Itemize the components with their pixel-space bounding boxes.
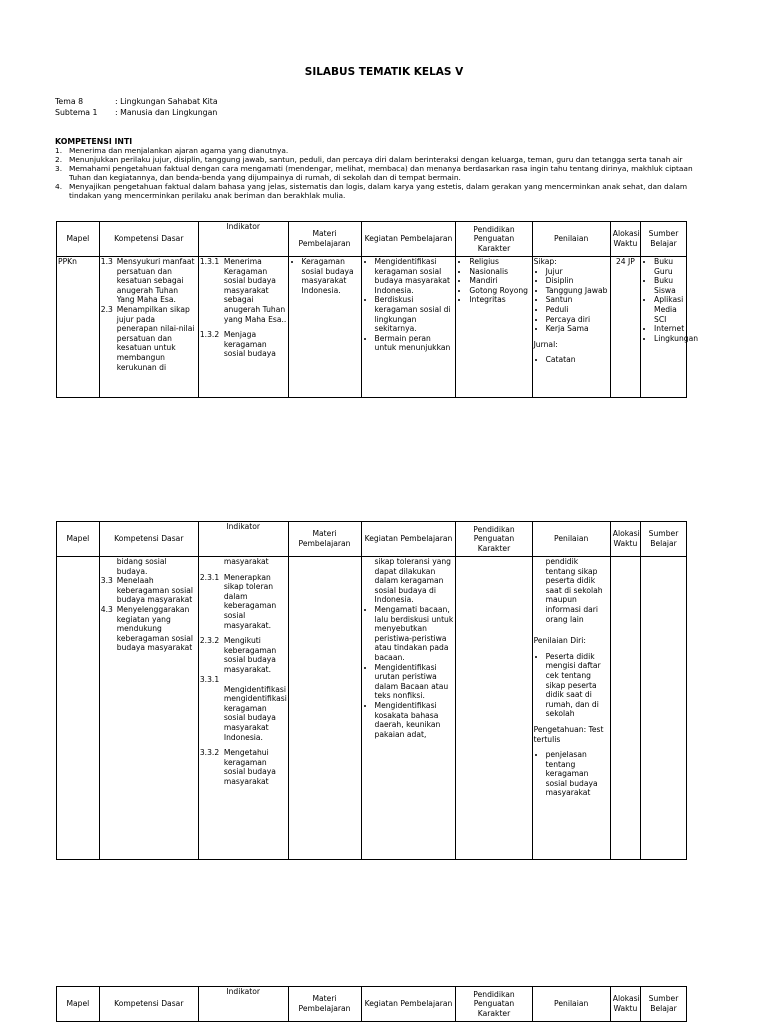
indikator-item bbox=[200, 330, 287, 359]
cell-kompetensi-dasar bbox=[99, 257, 198, 398]
kegiatan-item: • Mengidentifikasi kosakata bahasa daerah, keunikan pakaian adat, bbox=[375, 701, 455, 739]
item-text: Menunjukkan perilaku jujur, disiplin, tanggung jawab, santun, peduli, dan percaya diri dalam berinteraksi dengan keluarga, teman, guru dan tetangga serta tanah air bbox=[69, 155, 683, 164]
mapel-value: PPKn bbox=[58, 257, 77, 266]
col-alokasi: Alokasi Waktu bbox=[610, 222, 640, 257]
ppk-item: • Nasionalis bbox=[469, 267, 530, 277]
col-kegiatan: Kegiatan Pembelajaran bbox=[361, 987, 456, 1022]
col-alokasi: Alokasi Waktu bbox=[610, 987, 640, 1022]
col-ppk: Pendidikan Penguatan Karakter bbox=[456, 522, 532, 557]
col-mapel: Mapel bbox=[57, 987, 100, 1022]
cell-penilaian bbox=[532, 257, 610, 398]
col-indikator: Indikator bbox=[198, 522, 288, 557]
item-text: Memahami pengetahuan faktual dengan cara mengamati (mendengar, melihat, membaca) dan menanya berdasarkan rasa ingin tahu tentang dirinya, makhluk ciptaan Tuhan dan kegiatannya, dan benda-benda yang dijumpainya di rumah, di sekolah dan di tempat bermain. bbox=[69, 164, 693, 182]
col-kegiatan: Kegiatan Pembelajaran bbox=[361, 222, 456, 257]
ppk-item: • Religius bbox=[469, 257, 530, 267]
cell-sumber bbox=[641, 557, 687, 860]
col-sumber: Sumber Belajar bbox=[641, 522, 687, 557]
cell-materi bbox=[288, 257, 361, 398]
pengetahuan-label: Pengetahuan: Test tertulis bbox=[533, 724, 604, 744]
kd-text: Menyelenggarakan kegiatan yang mendukung keberagaman sosial budaya masyarakat bbox=[116, 604, 193, 653]
penilaian-jurnal-label: Jurnal: bbox=[533, 339, 558, 349]
kegiatan-item: • Berdiskusi keragaman sosial di lingkungan sekitarnya. bbox=[375, 295, 455, 333]
kompetensi-inti-heading: KOMPETENSI INTI bbox=[55, 137, 133, 146]
col-penilaian: Penilaian bbox=[532, 522, 610, 557]
sikap-item: • Santun bbox=[546, 295, 609, 305]
syllabus-table-3 bbox=[56, 986, 687, 1022]
kd-item bbox=[101, 305, 197, 372]
col-materi: Materi Pembelajaran bbox=[288, 222, 361, 257]
kd-item bbox=[101, 257, 197, 305]
kegiatan-item: • Mengamati bacaan, lalu berdiskusi untuk menyebutkan peristiwa-peristiwa atau tindakan pada bacaan. bbox=[375, 605, 455, 663]
indikator-number: 1.3.1 bbox=[199, 257, 220, 266]
cell-materi bbox=[288, 557, 361, 860]
table-header-row bbox=[57, 522, 687, 557]
kd-text: Menelaah keberagaman sosial budaya masyarakat bbox=[116, 576, 193, 605]
cell-alokasi bbox=[610, 557, 640, 860]
jurnal-item: • Catatan bbox=[546, 355, 609, 365]
sikap-item: • Kerja Sama bbox=[546, 324, 609, 334]
alokasi-value: 24 JP bbox=[615, 257, 635, 266]
col-penilaian: Penilaian bbox=[532, 222, 610, 257]
indikator-text: Menerima Keragaman sosial budaya masyarakat sebagai anugerah Tuhan yang Maha Esa.. bbox=[223, 257, 287, 324]
cell-kegiatan bbox=[361, 557, 456, 860]
col-indikator: Indikator bbox=[198, 222, 288, 257]
indikator-number: 1.3.2 bbox=[199, 330, 220, 340]
kd-number: 3.3 bbox=[100, 576, 113, 586]
indikator-item bbox=[200, 257, 287, 324]
sumber-item: • Internet bbox=[654, 324, 685, 334]
syllabus-table-2 bbox=[56, 521, 687, 860]
sikap-item: • Jujur bbox=[546, 267, 609, 277]
indikator-number: 2.3.1 bbox=[199, 572, 220, 582]
kompetensi-inti-item bbox=[55, 164, 695, 182]
item-number: 2. bbox=[55, 155, 63, 164]
col-materi: Materi Pembelajaran bbox=[288, 987, 361, 1022]
cell-ppk bbox=[456, 257, 532, 398]
kompetensi-inti-list bbox=[55, 146, 695, 200]
sikap-item: • Peduli bbox=[546, 305, 609, 315]
meta-tema-value: : Lingkungan Sahabat Kita bbox=[115, 97, 218, 106]
cell-ppk bbox=[456, 557, 532, 860]
indikator-item bbox=[200, 675, 287, 743]
col-kegiatan: Kegiatan Pembelajaran bbox=[361, 522, 456, 557]
cell-kompetensi-dasar bbox=[99, 557, 198, 860]
kegiatan-item: • Mengidentifikasi urutan peristiwa dalam Bacaan atau teks nonfiksi. bbox=[375, 663, 455, 701]
cell-indikator bbox=[198, 557, 288, 860]
cell-mapel bbox=[57, 257, 100, 398]
cell-sumber bbox=[641, 257, 699, 398]
col-kompetensi-dasar: Kompetensi Dasar bbox=[99, 522, 198, 557]
table-header-row bbox=[57, 222, 687, 257]
indikator-text: Mengetahui keragaman sosial budaya masyarakat bbox=[223, 748, 276, 786]
sikap-item: • Disiplin bbox=[546, 276, 609, 286]
cell-penilaian bbox=[532, 557, 610, 860]
meta-subtema-label: Subtema 1 bbox=[55, 108, 98, 117]
pengetahuan-item: • penjelasan tentang keragaman sosial budaya masyarakat bbox=[546, 750, 609, 798]
indikator-item bbox=[200, 636, 287, 674]
indikator-item bbox=[200, 573, 287, 631]
kd-number: 4.3 bbox=[100, 604, 113, 614]
indikator-number: 3.3.1 bbox=[199, 674, 220, 684]
sumber-item: • Lingkungan bbox=[654, 334, 685, 344]
indikator-text: Mengidentifikasi mengidentifikasi keragaman sosial budaya masyarakat Indonesia. bbox=[223, 684, 287, 742]
col-penilaian: Penilaian bbox=[532, 987, 610, 1022]
item-text: Menyajikan pengetahuan faktual dalam bahasa yang jelas, sistematis dan logis, dalam karya yang estetis, dalam gerakan yang mencerminkan anak sehat, dan dalam tindakan yang mencerminkan perilaku anak beriman dan berakhlak mulia. bbox=[69, 182, 688, 200]
kd-number: 1.3 bbox=[100, 257, 113, 266]
penilaian-sikap-label: Sikap: bbox=[533, 257, 557, 266]
item-number: 3. bbox=[55, 164, 63, 173]
ppk-item: • Mandiri bbox=[469, 276, 530, 286]
penilaian-diri-label: Penilaian Diri: bbox=[533, 636, 586, 646]
kompetensi-inti-item bbox=[55, 182, 695, 200]
meta-subtema-value: : Manusia dan Lingkungan bbox=[115, 108, 218, 117]
col-ppk: Pendidikan Penguatan Karakter bbox=[456, 222, 532, 257]
cell-alokasi bbox=[610, 257, 640, 398]
col-kompetensi-dasar: Kompetensi Dasar bbox=[99, 222, 198, 257]
table-row bbox=[57, 257, 687, 398]
kd-continuation: bidang sosial budaya. bbox=[116, 557, 167, 576]
col-alokasi: Alokasi Waktu bbox=[610, 522, 640, 557]
col-sumber: Sumber Belajar bbox=[641, 222, 687, 257]
indikator-number: 3.3.2 bbox=[199, 748, 220, 758]
page-title: SILABUS TEMATIK KELAS V bbox=[304, 66, 464, 78]
kd-item bbox=[101, 605, 197, 653]
col-sumber: Sumber Belajar bbox=[641, 987, 687, 1022]
cell-indikator bbox=[198, 257, 288, 398]
indikator-number: 2.3.2 bbox=[199, 636, 220, 646]
sumber-item: • Buku Siswa bbox=[654, 276, 685, 295]
col-kompetensi-dasar: Kompetensi Dasar bbox=[99, 987, 198, 1022]
sikap-item: • Percaya diri bbox=[546, 315, 609, 325]
kd-item bbox=[101, 576, 197, 605]
kompetensi-inti-item bbox=[55, 146, 695, 155]
kd-number: 2.3 bbox=[100, 304, 113, 314]
indikator-continuation: masyarakat bbox=[223, 557, 269, 566]
item-number: 4. bbox=[55, 182, 63, 191]
col-ppk: Pendidikan Penguatan Karakter bbox=[456, 987, 532, 1022]
ppk-item: • Integritas bbox=[469, 295, 530, 305]
cell-mapel bbox=[57, 557, 100, 860]
penilaian-diri-item: • Peserta didik mengisi daftar cek tentang sikap peserta didik saat di rumah, dan di sekolah bbox=[546, 652, 609, 719]
syllabus-table-1 bbox=[56, 221, 699, 398]
kegiatan-continuation: sikap toleransi yang dapat dilakukan dalam keragaman sosial budaya di Indonesia. bbox=[374, 557, 451, 605]
col-mapel: Mapel bbox=[57, 522, 100, 557]
materi-item: • Keragaman sosial budaya masyarakat Indonesia. bbox=[302, 257, 360, 295]
sumber-item: • Aplikasi Media SCI bbox=[654, 295, 685, 324]
kompetensi-inti-item bbox=[55, 155, 695, 164]
indikator-item bbox=[200, 748, 287, 786]
indikator-text: Menerapkan sikap toleran dalam keberagaman sosial masyarakat. bbox=[223, 572, 277, 630]
kegiatan-item: • Mengidentifikasi keragaman sosial budaya masyarakat Indonesia. bbox=[375, 257, 455, 295]
item-number: 1. bbox=[55, 146, 63, 155]
sikap-item: • Tanggung Jawab bbox=[546, 286, 609, 296]
indikator-text: Menjaga keragaman sosial budaya bbox=[223, 330, 276, 359]
kd-text: Menampilkan sikap jujur pada penerapan nilai-nilai persatuan dan kesatuan untuk membangun kerukunan di bbox=[116, 304, 195, 372]
item-text: Menerima dan menjalankan ajaran agama yang dianutnya. bbox=[69, 146, 289, 155]
kd-text: Mensyukuri manfaat persatuan dan kesatuan sebagai anugerah Tuhan Yang Maha Esa. bbox=[116, 257, 195, 305]
meta-tema-label: Tema 8 bbox=[55, 97, 84, 106]
penilaian-continuation: pendidik tentang sikap peserta didik saat di sekolah maupun informasi dari orang lain bbox=[545, 557, 603, 624]
indikator-text: Mengikuti keberagaman sosial budaya masyarakat. bbox=[223, 636, 277, 674]
kegiatan-item: • Bermain peran untuk menunjukkan bbox=[375, 334, 455, 353]
table-header-row bbox=[57, 987, 687, 1022]
col-indikator: Indikator bbox=[198, 987, 288, 1022]
col-mapel: Mapel bbox=[57, 222, 100, 257]
cell-kegiatan bbox=[361, 257, 456, 398]
sumber-item: • Buku Guru bbox=[654, 257, 685, 276]
ppk-item: • Gotong Royong bbox=[469, 286, 530, 296]
table-row bbox=[57, 557, 687, 860]
meta-subtema bbox=[55, 108, 217, 117]
meta-tema bbox=[55, 97, 218, 106]
col-materi: Materi Pembelajaran bbox=[288, 522, 361, 557]
